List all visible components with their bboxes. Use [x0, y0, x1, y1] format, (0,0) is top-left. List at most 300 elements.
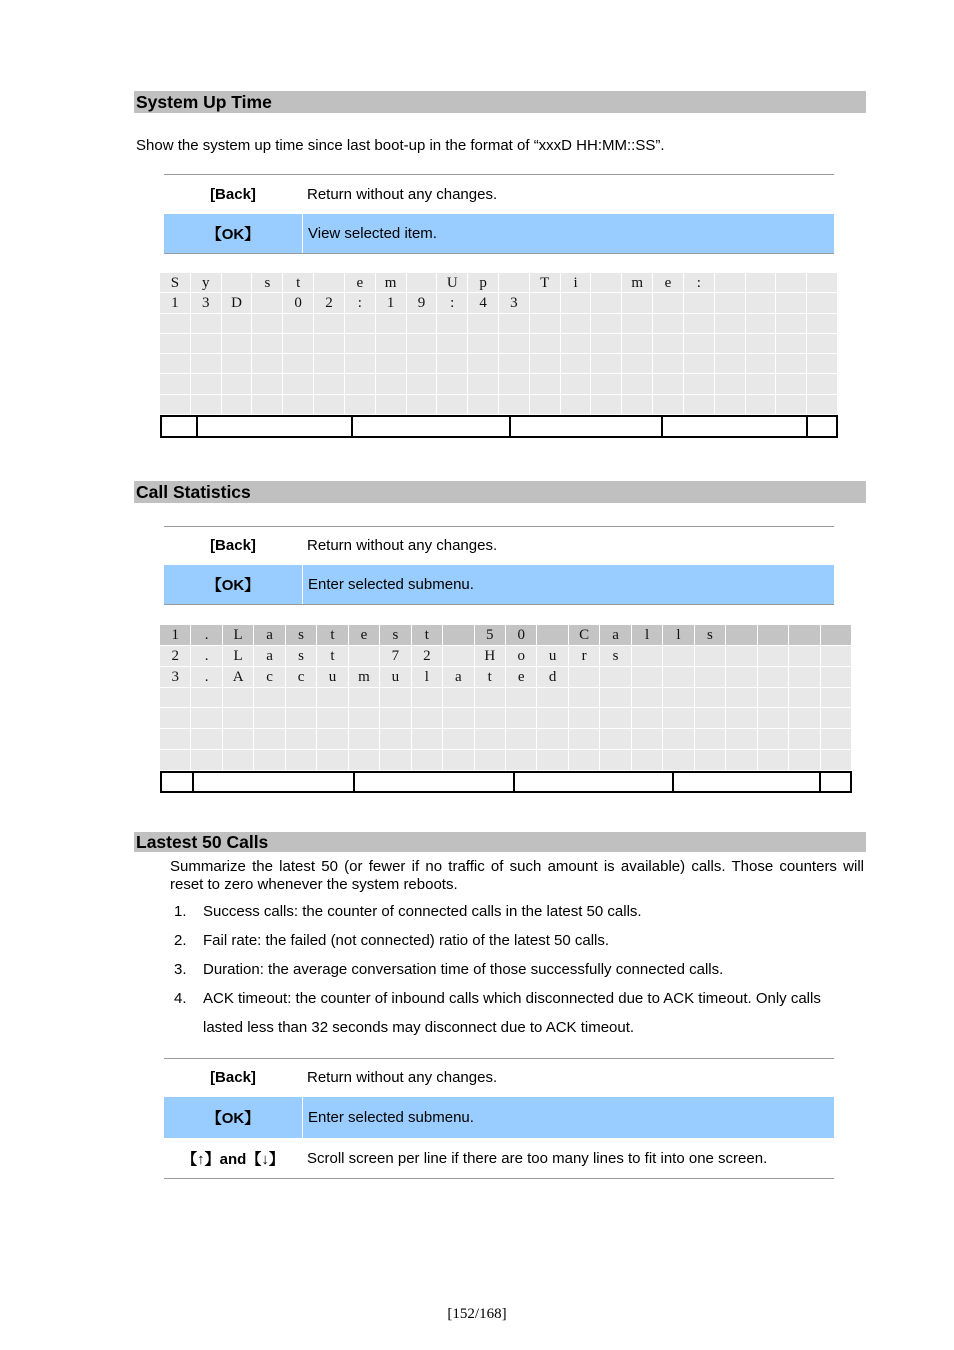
lcd-char-cell: 0 — [506, 625, 537, 646]
lcd-char-cell — [314, 395, 345, 415]
key-row-ok — [164, 1097, 834, 1138]
lcd-char-cell — [252, 395, 283, 415]
key-row-back — [164, 1058, 834, 1097]
lcd-char-cell — [715, 395, 746, 415]
lcd-char-cell: e — [345, 273, 376, 293]
lcd-char-cell — [283, 314, 314, 334]
lcd-char-cell — [160, 334, 191, 354]
lcd-char-cell: e — [653, 273, 684, 293]
lcd-char-cell — [317, 708, 348, 729]
lcd-char-cell — [695, 750, 726, 771]
lcd-char-cell — [222, 354, 253, 374]
lcd-char-cell — [684, 395, 715, 415]
lcd-char-cell: r — [569, 646, 600, 667]
lcd-char-cell — [715, 354, 746, 374]
lcd-char-cell — [160, 708, 191, 729]
lcd-char-cell — [412, 750, 443, 771]
lcd-char-cell — [746, 334, 777, 354]
lcd-char-cell — [380, 750, 411, 771]
lcd-char-cell: 3 — [191, 293, 222, 313]
item-text: Fail rate: the failed (not connected) ratio of the latest 50 calls. — [203, 932, 610, 949]
lcd-char-cell: d — [537, 667, 568, 688]
lcd-char-cell — [663, 688, 694, 709]
lcd-char-cell — [380, 688, 411, 709]
lcd-char-cell — [591, 334, 622, 354]
lcd-char-cell: . — [191, 646, 222, 667]
lcd-char-cell: m — [349, 667, 380, 688]
lcd-char-cell — [591, 395, 622, 415]
lcd-char-cell — [252, 374, 283, 394]
lcd-char-cell — [569, 688, 600, 709]
lcd-char-cell — [530, 354, 561, 374]
list-item — [170, 897, 864, 926]
lcd-char-cell — [475, 708, 506, 729]
lcd-char-cell — [223, 708, 254, 729]
lcd-char-cell — [506, 688, 537, 709]
lcd-char-cell — [776, 354, 807, 374]
key-label: 【↑】and【↓】 — [182, 1150, 284, 1168]
softkey-divider — [353, 773, 355, 791]
lcd-char-cell: D — [222, 293, 253, 313]
lcd-char-cell: a — [254, 625, 285, 646]
lcd-char-cell — [223, 688, 254, 709]
lcd-char-cell — [632, 708, 663, 729]
lcd-char-cell — [317, 729, 348, 750]
lcd-char-cell: t — [412, 625, 443, 646]
lcd-char-cell — [569, 729, 600, 750]
lcd-char-cell — [715, 314, 746, 334]
lcd-char-cell — [191, 354, 222, 374]
lcd-char-cell — [252, 293, 283, 313]
lcd-char-cell: t — [283, 273, 314, 293]
lcd-char-cell — [412, 688, 443, 709]
lcd-char-cell — [821, 646, 852, 667]
lcd-char-cell: 2 — [314, 293, 345, 313]
lcd-char-cell — [252, 334, 283, 354]
lcd-char-cell — [632, 750, 663, 771]
lcd-char-cell — [746, 314, 777, 334]
lcd-char-cell — [437, 374, 468, 394]
lcd-char-cell — [776, 395, 807, 415]
lcd-char-cell — [807, 334, 838, 354]
lcd-char-cell — [695, 688, 726, 709]
lcd-char-cell — [758, 625, 789, 646]
lcd-char-cell — [684, 354, 715, 374]
lcd-char-cell: m — [376, 273, 407, 293]
lcd-char-cell — [530, 314, 561, 334]
lcd-char-cell — [380, 729, 411, 750]
lcd-char-cell — [789, 729, 820, 750]
key-description: Return without any changes. — [307, 186, 498, 203]
lcd-char-cell — [632, 729, 663, 750]
lcd-char-cell — [758, 750, 789, 771]
section-header-system-up-time — [134, 91, 866, 113]
lcd-char-cell — [314, 273, 345, 293]
lcd-char-cell — [286, 688, 317, 709]
lcd-char-cell: C — [569, 625, 600, 646]
key-row-ok — [164, 565, 834, 604]
lcd-char-cell — [191, 334, 222, 354]
lcd-char-cell — [789, 646, 820, 667]
lcd-char-cell — [443, 625, 474, 646]
lcd-char-cell: 5 — [475, 625, 506, 646]
lcd-char-cell: u — [317, 667, 348, 688]
lcd-char-cell — [437, 354, 468, 374]
lcd-char-cell: l — [632, 625, 663, 646]
lcd-char-cell — [622, 314, 653, 334]
key-description: Return without any changes. — [307, 1069, 498, 1086]
lcd-char-cell: a — [443, 667, 474, 688]
lcd-char-cell — [475, 729, 506, 750]
latest-key-table — [164, 1058, 834, 1178]
lcd-char-cell — [561, 314, 592, 334]
lcd-char-cell — [537, 729, 568, 750]
lcd-char-cell — [758, 646, 789, 667]
key-label: 【OK】 — [164, 1097, 303, 1138]
lcd-char-cell: p — [468, 273, 499, 293]
lcd-char-cell — [653, 374, 684, 394]
lcd-char-cell — [569, 708, 600, 729]
list-item — [170, 984, 864, 1042]
lcd-char-cell: : — [684, 273, 715, 293]
lcd-char-cell: c — [286, 667, 317, 688]
lcd-char-cell — [653, 314, 684, 334]
section-title: Call Statistics — [136, 482, 251, 502]
lcd-char-cell — [789, 688, 820, 709]
section-header-call-statistics — [134, 481, 866, 503]
key-description: Enter selected submenu. — [308, 576, 474, 593]
lcd-char-cell — [622, 374, 653, 394]
lcd-char-cell — [789, 625, 820, 646]
lcd-char-cell — [776, 374, 807, 394]
lcd-char-cell — [349, 750, 380, 771]
lcd-char-cell — [475, 688, 506, 709]
divider — [164, 604, 834, 605]
key-row-back — [164, 526, 834, 565]
lcd-char-cell: l — [663, 625, 694, 646]
lcd-char-cell — [569, 667, 600, 688]
lcd-char-cell: t — [475, 667, 506, 688]
lcd-char-cell — [160, 688, 191, 709]
lcd-char-cell — [569, 750, 600, 771]
lcd-char-cell — [407, 273, 438, 293]
key-description: Scroll screen per line if there are too many lines to fit into one screen. — [307, 1149, 768, 1167]
lcd-char-cell — [600, 708, 631, 729]
lcd-char-cell — [746, 354, 777, 374]
lcd-char-cell — [191, 374, 222, 394]
softkey-divider — [661, 417, 663, 436]
lcd-char-cell — [591, 293, 622, 313]
lcd-char-cell — [776, 314, 807, 334]
lcd-char-cell: l — [412, 667, 443, 688]
lcd-char-cell — [283, 374, 314, 394]
key-description: Enter selected submenu. — [308, 1109, 474, 1126]
softkey-divider — [819, 773, 821, 791]
lcd-char-cell — [160, 314, 191, 334]
lcd-char-cell — [663, 667, 694, 688]
softkey-divider — [192, 773, 194, 791]
lcd-char-cell — [632, 646, 663, 667]
lcd-char-cell — [506, 750, 537, 771]
key-label: [Back] — [210, 1069, 256, 1086]
lcd-char-cell — [283, 395, 314, 415]
page-number: [152/168] — [447, 1306, 507, 1322]
lcd-char-cell — [407, 334, 438, 354]
key-label: 【OK】 — [164, 214, 303, 253]
lcd-char-cell — [726, 646, 757, 667]
lcd-char-cell — [632, 667, 663, 688]
lcd-char-cell — [317, 688, 348, 709]
item-text: Success calls: the counter of connected calls in the latest 50 calls. — [203, 903, 642, 920]
lcd-char-cell — [443, 729, 474, 750]
lcd-screen-uptime — [160, 273, 838, 415]
lcd-char-cell — [314, 314, 345, 334]
softkey-divider — [351, 417, 353, 436]
lcd-char-cell — [376, 354, 407, 374]
item-number: 3. — [174, 961, 187, 978]
lcd-char-cell — [726, 625, 757, 646]
lcd-char-cell — [160, 354, 191, 374]
lcd-char-cell — [591, 314, 622, 334]
lcd-char-cell — [283, 354, 314, 374]
lcd-char-cell — [475, 750, 506, 771]
lcd-char-cell — [600, 729, 631, 750]
item-number: 1. — [174, 903, 187, 920]
key-description: Return without any changes. — [307, 537, 498, 554]
lcd-char-cell — [223, 729, 254, 750]
lcd-char-cell — [530, 395, 561, 415]
lcd-char-cell — [746, 293, 777, 313]
lcd-char-cell — [653, 334, 684, 354]
lcd-char-cell — [376, 374, 407, 394]
lcd-char-cell — [191, 729, 222, 750]
lcd-char-cell — [715, 273, 746, 293]
lcd-char-cell — [561, 374, 592, 394]
lcd-char-cell: S — [160, 273, 191, 293]
lcd-char-cell — [254, 708, 285, 729]
item-text: ACK timeout: the counter of inbound calls which disconnected due to ACK timeout. Only calls lasted less than 32 seconds may disconnect due to ACK timeout. — [203, 990, 821, 1036]
lcd-char-cell — [254, 750, 285, 771]
lcd-char-cell: s — [695, 625, 726, 646]
divider — [164, 1178, 834, 1179]
lcd-char-cell — [821, 625, 852, 646]
lcd-char-cell — [314, 374, 345, 394]
lcd-char-cell — [746, 374, 777, 394]
lcd-char-cell — [314, 354, 345, 374]
lcd-char-cell: o — [506, 646, 537, 667]
lcd-char-cell — [695, 708, 726, 729]
lcd-char-cell — [468, 395, 499, 415]
lcd-char-cell — [600, 750, 631, 771]
lcd-char-cell — [807, 273, 838, 293]
lcd-char-cell — [317, 750, 348, 771]
lcd-char-cell — [776, 293, 807, 313]
lcd-char-cell: : — [345, 293, 376, 313]
lcd-char-cell: i — [561, 273, 592, 293]
key-description: View selected item. — [308, 225, 437, 242]
lcd-char-cell — [537, 688, 568, 709]
lcd-char-cell — [622, 395, 653, 415]
lcd-char-cell — [726, 750, 757, 771]
lcd-char-cell: 1 — [160, 625, 191, 646]
lcd-char-cell: e — [349, 625, 380, 646]
softkey-divider — [672, 773, 674, 791]
softkey-divider — [509, 417, 511, 436]
softkey-divider — [806, 417, 808, 436]
lcd-char-cell — [530, 293, 561, 313]
lcd-char-cell — [443, 750, 474, 771]
lcd-char-cell — [758, 729, 789, 750]
lcd-char-cell: s — [286, 625, 317, 646]
lcd-char-cell: T — [530, 273, 561, 293]
lcd-char-cell — [726, 667, 757, 688]
lcd-char-cell — [349, 708, 380, 729]
lcd-char-cell — [191, 314, 222, 334]
lcd-char-cell — [600, 688, 631, 709]
lcd-softkey-bar — [160, 415, 838, 438]
lcd-char-cell — [252, 314, 283, 334]
lcd-char-cell — [653, 354, 684, 374]
lcd-char-cell: e — [506, 667, 537, 688]
section-title: Lastest 50 Calls — [136, 832, 269, 852]
lcd-char-cell — [407, 314, 438, 334]
lcd-char-cell: t — [317, 625, 348, 646]
lcd-char-cell — [807, 314, 838, 334]
lcd-char-cell — [443, 708, 474, 729]
key-row-scroll — [164, 1138, 834, 1178]
lcd-char-cell — [286, 708, 317, 729]
lcd-char-cell — [821, 667, 852, 688]
lcd-char-cell: a — [254, 646, 285, 667]
lcd-char-cell: 4 — [468, 293, 499, 313]
lcd-char-cell: y — [191, 273, 222, 293]
lcd-softkey-bar — [160, 771, 852, 793]
lcd-char-cell — [758, 708, 789, 729]
lcd-char-cell — [222, 395, 253, 415]
lcd-char-cell — [345, 334, 376, 354]
lcd-char-cell: 9 — [407, 293, 438, 313]
lcd-char-cell: 0 — [283, 293, 314, 313]
lcd-char-cell — [561, 293, 592, 313]
lcd-char-cell — [561, 334, 592, 354]
lcd-char-cell — [591, 273, 622, 293]
lcd-char-cell — [663, 729, 694, 750]
lcd-char-cell — [789, 708, 820, 729]
lcd-char-cell — [622, 354, 653, 374]
callstats-key-table — [164, 526, 834, 604]
lcd-char-cell — [537, 750, 568, 771]
lcd-char-cell — [746, 395, 777, 415]
lcd-char-cell — [222, 374, 253, 394]
lcd-char-cell — [715, 374, 746, 394]
lcd-char-cell — [376, 314, 407, 334]
lcd-char-cell — [222, 334, 253, 354]
lcd-char-cell: A — [223, 667, 254, 688]
lcd-char-cell — [499, 334, 530, 354]
lcd-char-cell — [468, 314, 499, 334]
lcd-char-cell: L — [223, 646, 254, 667]
lcd-char-cell — [821, 708, 852, 729]
lcd-char-cell — [726, 729, 757, 750]
lcd-char-cell: . — [191, 667, 222, 688]
lcd-char-cell — [191, 750, 222, 771]
lcd-char-cell — [376, 334, 407, 354]
lcd-char-cell — [653, 293, 684, 313]
lcd-char-cell — [191, 708, 222, 729]
lcd-char-cell — [715, 334, 746, 354]
lcd-char-cell — [807, 374, 838, 394]
lcd-char-cell — [561, 395, 592, 415]
lcd-char-cell: t — [317, 646, 348, 667]
key-label: [Back] — [210, 186, 256, 203]
lcd-char-cell: 1 — [376, 293, 407, 313]
lcd-char-cell — [468, 354, 499, 374]
lcd-char-cell — [191, 395, 222, 415]
lcd-char-cell — [191, 688, 222, 709]
lcd-char-cell — [684, 374, 715, 394]
section-header-lastest-50-calls — [134, 832, 866, 852]
lcd-char-cell: u — [380, 667, 411, 688]
lcd-char-cell — [695, 729, 726, 750]
lcd-char-cell — [600, 667, 631, 688]
lcd-char-cell — [376, 395, 407, 415]
lcd-char-cell: H — [475, 646, 506, 667]
lcd-char-cell — [412, 729, 443, 750]
lcd-char-cell — [758, 688, 789, 709]
lcd-char-cell — [499, 395, 530, 415]
lcd-char-cell: L — [223, 625, 254, 646]
list-item — [170, 926, 864, 955]
lcd-char-cell — [345, 395, 376, 415]
item-text: Duration: the average conversation time of those successfully connected calls. — [203, 961, 724, 978]
lcd-char-cell — [561, 354, 592, 374]
lcd-char-cell: 7 — [380, 646, 411, 667]
latest-counter-list — [170, 897, 864, 1042]
softkey-divider — [196, 417, 198, 436]
lcd-char-cell — [506, 729, 537, 750]
item-number: 4. — [174, 990, 187, 1007]
lcd-char-cell — [437, 395, 468, 415]
lcd-char-cell — [622, 334, 653, 354]
key-row-ok — [164, 214, 834, 253]
lcd-char-cell: a — [600, 625, 631, 646]
lcd-char-cell — [807, 354, 838, 374]
uptime-description: Show the system up time since last boot-up in the format of “xxxD HH:MM::SS”. — [136, 137, 665, 154]
lcd-char-cell — [499, 354, 530, 374]
softkey-divider — [513, 773, 515, 791]
lcd-char-cell — [407, 374, 438, 394]
lcd-char-cell — [443, 688, 474, 709]
latest-intro: Summarize the latest 50 (or fewer if no traffic of such amount is available) calls. Those counters will reset to zero whenever the system reboots. — [170, 858, 864, 893]
lcd-char-cell — [437, 314, 468, 334]
lcd-screen-call-statistics — [160, 625, 852, 771]
lcd-char-cell — [821, 688, 852, 709]
lcd-char-cell — [807, 395, 838, 415]
lcd-char-cell: s — [600, 646, 631, 667]
key-row-back — [164, 175, 834, 214]
lcd-char-cell — [160, 750, 191, 771]
lcd-char-cell — [349, 729, 380, 750]
lcd-char-cell — [695, 667, 726, 688]
lcd-char-cell — [807, 293, 838, 313]
lcd-char-cell — [695, 646, 726, 667]
item-number: 2. — [174, 932, 187, 949]
lcd-char-cell — [407, 354, 438, 374]
lcd-char-cell — [468, 334, 499, 354]
lcd-char-cell: U — [437, 273, 468, 293]
lcd-char-cell — [746, 273, 777, 293]
uptime-key-table — [164, 175, 834, 253]
